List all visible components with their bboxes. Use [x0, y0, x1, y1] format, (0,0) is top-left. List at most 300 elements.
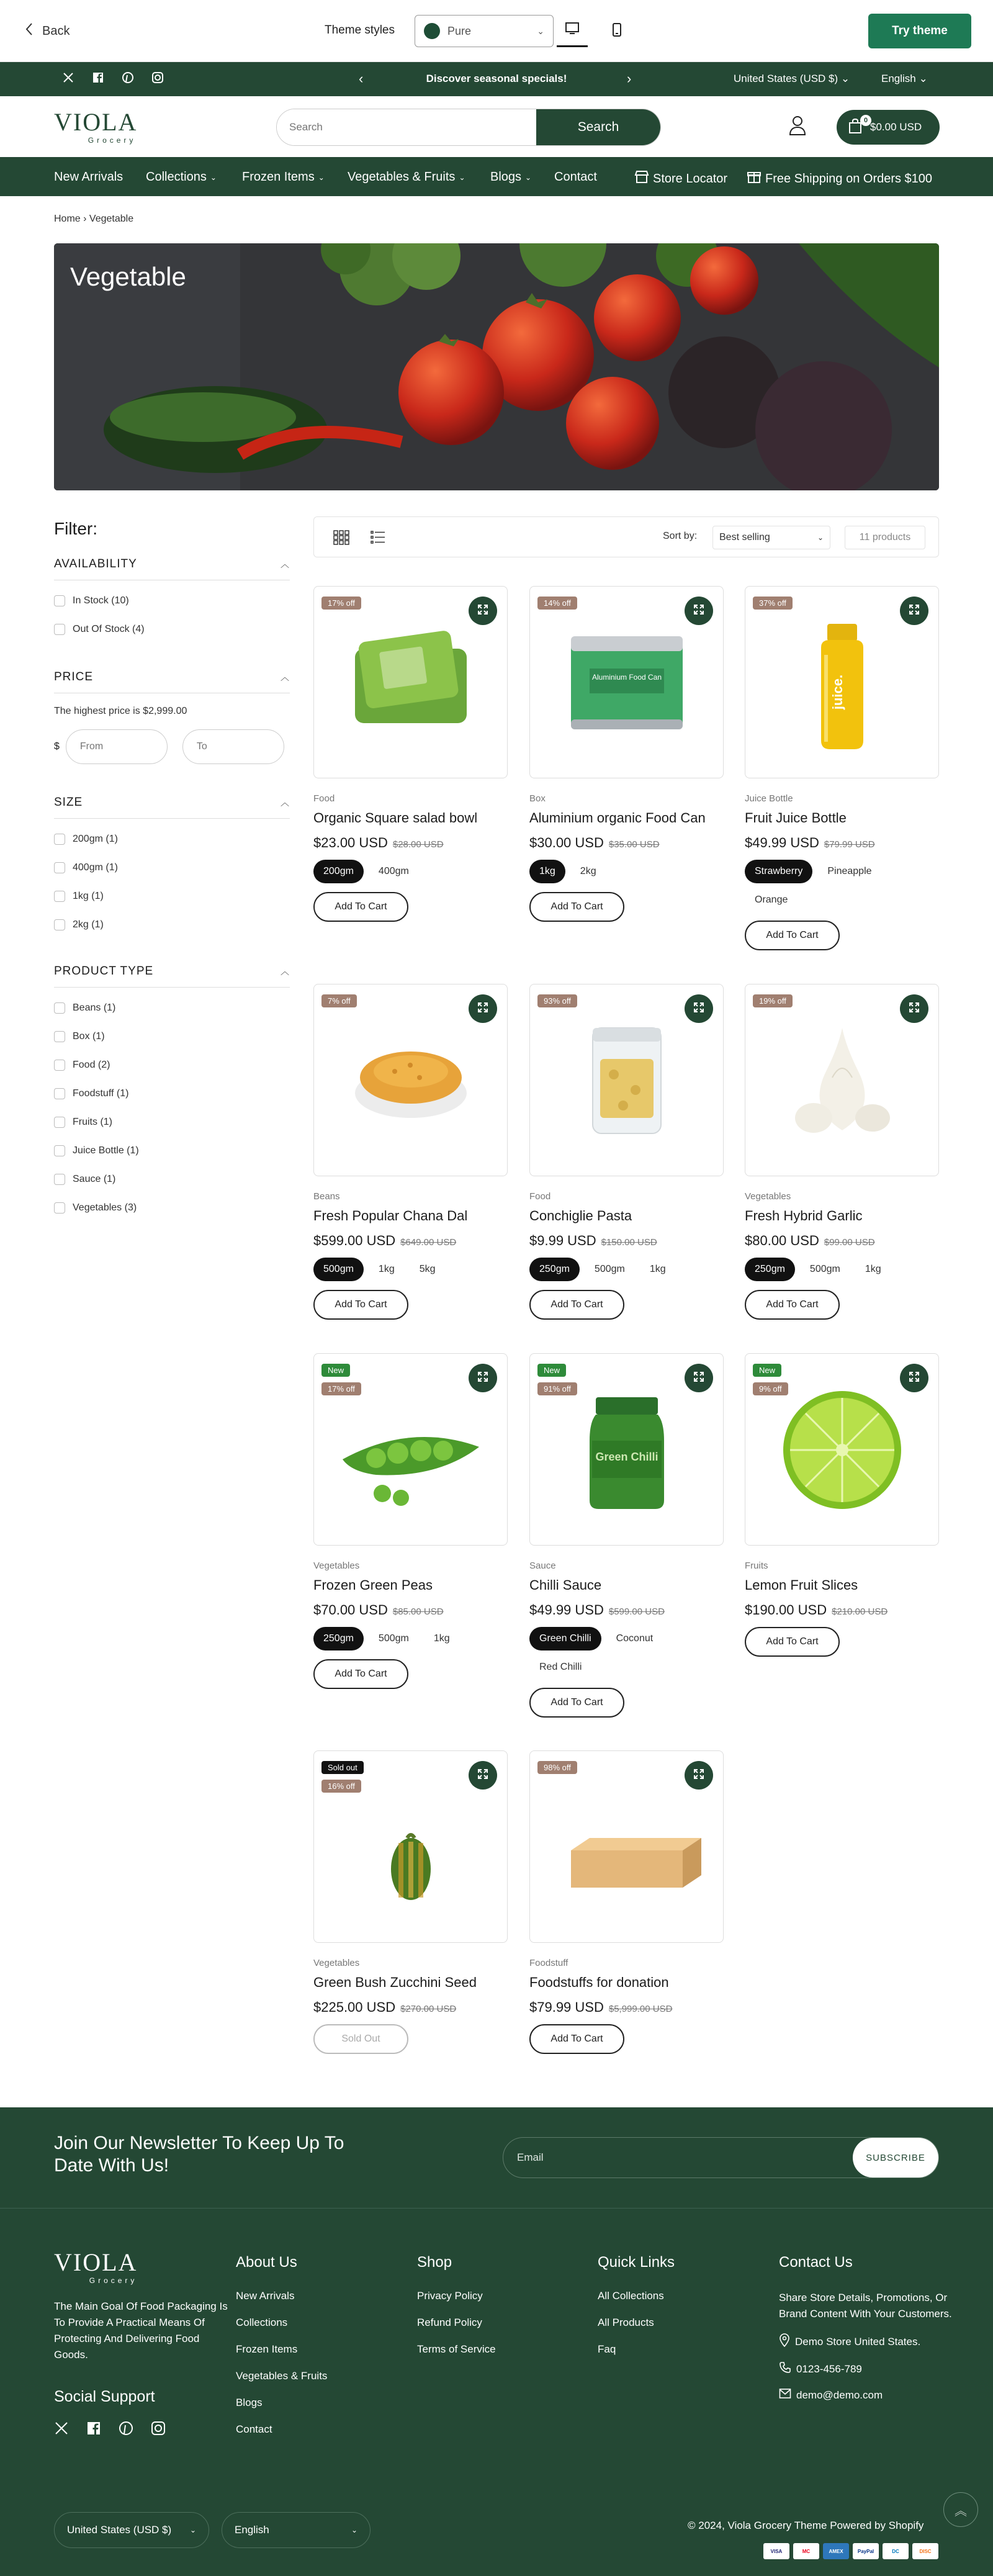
product-category: Fruits: [745, 1560, 768, 1571]
discount-badge: 93% off: [537, 994, 577, 1007]
add-to-cart-button[interactable]: Add To Cart: [745, 921, 840, 950]
product-price: $190.00 USD: [745, 1602, 827, 1618]
discover-icon: DISC: [912, 2543, 938, 2559]
product-category: Beans: [313, 1191, 340, 1202]
add-to-cart-button[interactable]: Add To Cart: [529, 1290, 624, 1320]
discount-badge: 37% off: [753, 597, 793, 610]
discount-badge: 98% off: [537, 1761, 577, 1774]
footer-link-faq[interactable]: Faq: [598, 2343, 616, 2355]
checkbox[interactable]: [54, 1117, 65, 1128]
collection-banner: [54, 243, 939, 490]
price-from-input[interactable]: [66, 729, 168, 764]
variant-option[interactable]: Pineapple: [817, 860, 881, 883]
color-swatch-icon: [424, 23, 440, 39]
discount-badge: 9% off: [753, 1382, 788, 1395]
footer-link-frozen-items[interactable]: Frozen Items: [236, 2343, 298, 2355]
variant-option[interactable]: 250gm: [745, 1258, 795, 1281]
filter-product-type-toggle[interactable]: PRODUCT TYPE ︿: [54, 965, 290, 988]
collection-title: Vegetable: [70, 262, 186, 291]
grid-view-icon[interactable]: [333, 529, 350, 549]
desktop-icon: [565, 22, 580, 38]
filter-option-box[interactable]: Box (1): [54, 1022, 290, 1051]
chevron-down-icon: ⌄: [459, 173, 465, 182]
expand-icon: [693, 1768, 705, 1783]
variant-option[interactable]: 200gm: [313, 860, 364, 883]
product-compare-price: $270.00 USD: [400, 2004, 457, 2014]
product-price: $30.00 USD: [529, 835, 604, 850]
filter-price-toggle[interactable]: PRICE ︿: [54, 670, 290, 693]
sort-select[interactable]: Best selling ⌄: [712, 526, 830, 549]
checkbox[interactable]: [54, 919, 65, 930]
product-category: Vegetables: [313, 1560, 360, 1571]
theme-preview-bar: [0, 0, 993, 62]
product-compare-price: $599.00 USD: [608, 1606, 665, 1617]
footer-shop-column: [417, 2254, 496, 2370]
footer-divider: [0, 2208, 993, 2209]
checkbox[interactable]: [54, 1031, 65, 1042]
announcement-bar: [0, 62, 993, 96]
mobile-icon: [612, 22, 622, 40]
x-twitter-icon[interactable]: [54, 2421, 69, 2439]
variant-option[interactable]: 1kg: [640, 1258, 676, 1281]
product-compare-price: $79.99 USD: [824, 839, 875, 850]
checkbox[interactable]: [54, 891, 65, 902]
add-to-cart-button[interactable]: Add To Cart: [529, 892, 624, 922]
quick-view-button[interactable]: [685, 994, 713, 1023]
product-compare-price: $99.00 USD: [824, 1237, 875, 1248]
footer-link-contact[interactable]: Contact: [236, 2423, 272, 2435]
filter-option-fruits[interactable]: Fruits (1): [54, 1108, 290, 1137]
checkbox[interactable]: [54, 834, 65, 845]
filter-availability-toggle[interactable]: AVAILABILITY ︿: [54, 557, 290, 580]
subscribe-button[interactable]: SUBSCRIBE: [853, 2138, 938, 2177]
variant-options: [313, 1258, 508, 1281]
announcement-message: Discover seasonal specials!: [426, 73, 567, 84]
chevron-up-icon: ︿: [281, 966, 290, 976]
product-category: Sauce: [529, 1560, 556, 1571]
chevron-right-icon: ›: [83, 214, 89, 224]
back-to-top-button[interactable]: [943, 2492, 978, 2527]
product-title[interactable]: Organic Square salad bowl: [313, 810, 478, 826]
chevron-down-icon: ⌄: [919, 73, 928, 84]
add-to-cart-button[interactable]: Add To Cart: [313, 1290, 408, 1320]
expand-icon: [477, 603, 489, 619]
expand-icon: [477, 1371, 489, 1386]
variant-option[interactable]: 500gm: [369, 1627, 419, 1651]
product-price: $23.00 USD: [313, 835, 388, 850]
chevron-down-icon: ⌄: [537, 25, 544, 36]
announcement-next-icon[interactable]: ›: [627, 71, 632, 86]
location-pin-icon: [779, 2333, 790, 2350]
expand-icon: [908, 603, 920, 619]
desktop-view-button[interactable]: [557, 15, 588, 47]
product-card: [745, 984, 939, 1320]
filter-size: [54, 796, 290, 939]
filter-option-in-stock[interactable]: In Stock (10): [54, 587, 290, 615]
footer-link-refund-policy[interactable]: Refund Policy: [417, 2317, 482, 2328]
variant-option[interactable]: Green Chilli: [529, 1627, 601, 1651]
quick-view-button[interactable]: [900, 1364, 928, 1392]
variant-option[interactable]: 250gm: [313, 1627, 364, 1651]
product-image-frame[interactable]: [313, 586, 508, 778]
variant-options: [745, 1258, 939, 1281]
variant-options: [529, 1627, 724, 1679]
new-badge: New: [753, 1364, 781, 1377]
variant-option[interactable]: 400gm: [369, 860, 419, 883]
sold-out-badge: Sold out: [321, 1761, 364, 1774]
new-badge: New: [321, 1364, 350, 1377]
add-to-cart-button[interactable]: Add To Cart: [745, 1627, 840, 1657]
chevron-down-icon: ⌄: [840, 73, 850, 84]
footer-shop-heading: Shop: [417, 2254, 452, 2271]
variant-option[interactable]: 2kg: [570, 860, 606, 883]
filter-option-400gm[interactable]: 400gm (1): [54, 853, 290, 882]
footer-link-terms[interactable]: Terms of Service: [417, 2343, 496, 2355]
variant-options: [313, 860, 508, 883]
footer-social-links: [54, 2421, 166, 2439]
product-category: Box: [529, 793, 546, 804]
mastercard-icon: MC: [793, 2543, 819, 2559]
chevron-down-icon: ⌄: [351, 2526, 357, 2534]
variant-options: [529, 1258, 724, 1281]
newsletter-email-field[interactable]: [503, 2137, 939, 2178]
product-category: Foodstuff: [529, 1958, 568, 1968]
chevron-down-icon: ⌄: [189, 2526, 196, 2534]
quick-view-button[interactable]: [469, 994, 497, 1023]
social-support-heading: Social Support: [54, 2388, 155, 2405]
payment-icons: [763, 2543, 938, 2559]
variant-option[interactable]: Coconut: [606, 1627, 663, 1651]
product-title[interactable]: Frozen Green Peas: [313, 1577, 433, 1593]
discount-badge: 7% off: [321, 994, 357, 1007]
can-label-text: Aluminium Food Can: [591, 673, 662, 682]
product-card: [745, 586, 939, 950]
product-compare-price: $28.00 USD: [392, 839, 444, 850]
quick-view-button[interactable]: [900, 597, 928, 625]
discount-badge: 14% off: [537, 597, 577, 610]
footer-contact-column: [779, 2254, 953, 2402]
facebook-icon[interactable]: [92, 71, 104, 87]
product-image-frame[interactable]: [313, 1353, 508, 1546]
filter-availability: [54, 557, 290, 644]
nav-item-new-arrivals[interactable]: New Arrivals: [54, 170, 124, 184]
search-input[interactable]: [277, 109, 536, 145]
expand-icon: [908, 1001, 920, 1017]
footer-logo[interactable]: VIOLA Grocery: [54, 2248, 138, 2285]
product-image-frame[interactable]: [529, 1353, 724, 1546]
product-compare-price: $210.00 USD: [832, 1606, 888, 1617]
vegetable-banner-image: [54, 243, 939, 490]
variant-option[interactable]: 500gm: [585, 1258, 635, 1281]
quick-view-button[interactable]: [685, 597, 713, 625]
discount-badge: 19% off: [753, 994, 793, 1007]
chevron-down-icon: ⌄: [210, 173, 217, 182]
checkbox[interactable]: [54, 1088, 65, 1099]
variant-option[interactable]: 500gm: [313, 1258, 364, 1281]
footer-link-all-products[interactable]: All Products: [598, 2317, 654, 2328]
chevron-left-icon: [25, 22, 34, 40]
diners-club-icon: DC: [883, 2543, 909, 2559]
chevron-up-icon: ︿: [281, 672, 290, 682]
theme-styles-label: Theme styles: [325, 24, 395, 37]
product-count: 11 products: [845, 526, 925, 549]
footer-link-vegetables-fruits[interactable]: Vegetables & Fruits: [236, 2370, 328, 2382]
product-title[interactable]: Green Bush Zucchini Seed: [313, 1975, 477, 1990]
try-theme-button[interactable]: Try theme: [868, 14, 971, 48]
filter-option-out-of-stock[interactable]: Out Of Stock (4): [54, 615, 290, 644]
product-title[interactable]: Conchiglie Pasta: [529, 1208, 632, 1223]
add-to-cart-button[interactable]: Add To Cart: [529, 2024, 624, 2054]
nav-item-contact[interactable]: Contact: [554, 170, 597, 184]
announcement-social-links: [62, 71, 164, 87]
product-price: $225.00 USD: [313, 1999, 396, 2015]
product-card: [313, 984, 508, 1320]
product-compare-price: $35.00 USD: [608, 839, 660, 850]
search-bar: [276, 109, 661, 146]
facebook-icon[interactable]: [86, 2421, 101, 2439]
chevron-down-icon: ⌄: [525, 173, 532, 182]
variant-option[interactable]: 500gm: [800, 1258, 850, 1281]
announcement-prev-icon[interactable]: ‹: [359, 71, 364, 86]
copyright-text: © 2024, Viola Grocery Theme Powered by Shopify: [688, 2520, 924, 2531]
double-chevron-up-icon: ︽: [955, 2504, 967, 2518]
theme-style-select[interactable]: Pure ⌄: [415, 15, 554, 47]
footer-quick-links-column: [598, 2254, 675, 2370]
pinterest-icon[interactable]: [122, 71, 134, 87]
filter-option-food[interactable]: Food (2): [54, 1051, 290, 1079]
product-title[interactable]: Chilli Sauce: [529, 1577, 602, 1593]
product-price: $599.00 USD: [313, 1233, 396, 1248]
variant-options: [529, 860, 724, 883]
variant-option[interactable]: 1kg: [424, 1627, 460, 1651]
discount-badge: 17% off: [321, 597, 361, 610]
variant-option[interactable]: 1kg: [855, 1258, 891, 1281]
nav-item-frozen-items[interactable]: Frozen Items ⌄: [242, 170, 325, 184]
variant-option[interactable]: Red Chilli: [529, 1655, 591, 1679]
store-locator-link[interactable]: Store Locator: [634, 170, 727, 187]
add-to-cart-button[interactable]: Add To Cart: [529, 1688, 624, 1718]
product-title[interactable]: Aluminium organic Food Can: [529, 810, 706, 826]
product-price: $49.99 USD: [745, 835, 819, 850]
quick-view-button[interactable]: [469, 1364, 497, 1392]
x-twitter-icon[interactable]: [62, 71, 74, 87]
jar-label-text: Green Chilli: [595, 1451, 658, 1463]
nav-item-vegetables-fruits[interactable]: Vegetables & Fruits ⌄: [348, 170, 465, 184]
checkbox[interactable]: [54, 862, 65, 873]
product-image-frame[interactable]: [313, 984, 508, 1176]
footer-country-selector[interactable]: United States (USD $) ⌄: [54, 2512, 209, 2548]
footer-link-new-arrivals[interactable]: New Arrivals: [236, 2290, 295, 2302]
product-card: [529, 984, 724, 1320]
chevron-down-icon: ⌄: [318, 173, 325, 182]
product-image-frame[interactable]: [529, 1750, 724, 1943]
quick-view-button[interactable]: [900, 994, 928, 1023]
expand-icon: [477, 1768, 489, 1783]
footer-language-selector[interactable]: English ⌄: [222, 2512, 371, 2548]
product-card: [745, 1353, 939, 1657]
newsletter-heading: Join Our Newsletter To Keep Up To Date With Us!: [54, 2133, 344, 2176]
expand-icon: [908, 1371, 920, 1386]
footer-contact-heading: Contact Us: [779, 2254, 853, 2271]
product-image-frame[interactable]: [529, 984, 724, 1176]
back-button[interactable]: Back: [25, 22, 70, 40]
product-card: [529, 1750, 724, 2054]
footer-about-heading: About Us: [236, 2254, 297, 2271]
variant-option[interactable]: 1kg: [369, 1258, 405, 1281]
variant-option[interactable]: Orange: [745, 888, 798, 912]
checkbox[interactable]: [54, 1174, 65, 1185]
product-price: $9.99 USD: [529, 1233, 596, 1248]
product-card: [529, 1353, 724, 1718]
product-image-frame[interactable]: [745, 984, 939, 1176]
chevron-up-icon: ︿: [281, 798, 290, 808]
sort-label: Sort by:: [663, 531, 698, 541]
currency-symbol: $: [54, 741, 60, 752]
product-category: Vegetables: [745, 1191, 791, 1202]
footer-description: The Main Goal Of Food Packaging Is To Provide A Practical Means Of Protecting And Delivering Food Goods.: [54, 2300, 228, 2361]
product-compare-price: $5,999.00 USD: [608, 2004, 673, 2014]
checkbox[interactable]: [54, 1060, 65, 1071]
product-title[interactable]: Fresh Popular Chana Dal: [313, 1208, 468, 1223]
add-to-cart-button[interactable]: Add To Cart: [313, 892, 408, 922]
product-category: Food: [313, 793, 335, 804]
quick-view-button[interactable]: [685, 1761, 713, 1790]
product-image-frame[interactable]: [745, 1353, 939, 1546]
filter-option-beans[interactable]: Beans (1): [54, 994, 290, 1022]
footer-email[interactable]: demo@demo.com: [779, 2388, 953, 2402]
checkbox[interactable]: [54, 1202, 65, 1214]
expand-icon: [693, 1001, 705, 1017]
variant-option[interactable]: 1kg: [529, 860, 565, 883]
product-compare-price: $150.00 USD: [601, 1237, 657, 1248]
free-shipping-link[interactable]: Free Shipping on Orders $100: [747, 170, 932, 187]
product-image-frame[interactable]: [529, 586, 724, 778]
product-card: [313, 1353, 508, 1689]
cart-count-badge: 0: [860, 115, 871, 126]
mail-icon: [779, 2388, 791, 2402]
product-category: Food: [529, 1191, 551, 1202]
footer-address: Demo Store United States.: [779, 2333, 953, 2350]
instagram-icon[interactable]: [151, 2421, 166, 2439]
footer-link-blogs[interactable]: Blogs: [236, 2397, 263, 2408]
nav-item-blogs[interactable]: Blogs ⌄: [490, 170, 532, 184]
newsletter-section: [0, 2107, 993, 2207]
country-selector[interactable]: United States (USD $) ⌄: [734, 73, 850, 84]
visa-icon: VISA: [763, 2543, 789, 2559]
product-title[interactable]: Fresh Hybrid Garlic: [745, 1208, 863, 1223]
product-category: Juice Bottle: [745, 793, 793, 804]
filter-price: [54, 670, 290, 764]
quick-view-button[interactable]: [469, 1761, 497, 1790]
add-to-cart-button[interactable]: Add To Cart: [745, 1290, 840, 1320]
discount-badge: 91% off: [537, 1382, 577, 1395]
product-image-frame[interactable]: [313, 1750, 508, 1943]
variant-option[interactable]: 250gm: [529, 1258, 580, 1281]
price-to-input[interactable]: [182, 729, 284, 764]
add-to-cart-button[interactable]: Add To Cart: [313, 1659, 408, 1689]
sold-out-button[interactable]: Sold Out: [313, 2024, 408, 2054]
quick-view-button[interactable]: [469, 597, 497, 625]
product-price: $70.00 USD: [313, 1602, 388, 1618]
variant-options: [313, 1627, 508, 1651]
filter-option-foodstuff[interactable]: Foodstuff (1): [54, 1079, 290, 1108]
footer-about-column: [236, 2254, 327, 2450]
filter-option-sauce[interactable]: Sauce (1): [54, 1165, 290, 1194]
variant-option[interactable]: Strawberry: [745, 860, 812, 883]
product-price: $80.00 USD: [745, 1233, 819, 1248]
phone-icon: [779, 2361, 791, 2377]
list-view-icon[interactable]: [370, 529, 386, 549]
cart-total: $0.00 USD: [870, 121, 922, 133]
product-title[interactable]: Foodstuffs for donation: [529, 1975, 669, 1990]
product-category: Vegetables: [313, 1958, 360, 1968]
footer-quick-links-heading: Quick Links: [598, 2254, 675, 2271]
email-placeholder: Email: [517, 2151, 544, 2163]
quick-view-button[interactable]: [685, 1364, 713, 1392]
variant-options: [745, 860, 939, 912]
new-badge: New: [537, 1364, 566, 1377]
search-button[interactable]: Search: [536, 109, 660, 145]
filter-option-1kg[interactable]: 1kg (1): [54, 882, 290, 911]
checkbox[interactable]: [54, 1002, 65, 1014]
product-card: [313, 1750, 508, 2054]
nav-item-collections[interactable]: Collections ⌄: [146, 170, 217, 184]
filter-heading: Filter:: [54, 519, 97, 538]
footer-link-collections[interactable]: Collections: [236, 2317, 288, 2328]
store-logo[interactable]: VIOLA Grocery: [54, 108, 138, 145]
filter-option-2kg[interactable]: 2kg (1): [54, 911, 290, 939]
cart-button[interactable]: [837, 110, 940, 145]
filter-option-vegetables[interactable]: Vegetables (3): [54, 1194, 290, 1222]
product-image-frame[interactable]: [745, 586, 939, 778]
gift-icon: [747, 170, 762, 187]
breadcrumb: [54, 214, 133, 225]
expand-icon: [477, 1001, 489, 1017]
product-price: $49.99 USD: [529, 1602, 604, 1618]
variant-option[interactable]: 5kg: [410, 1258, 446, 1281]
checkbox[interactable]: [54, 1145, 65, 1156]
filter-option-juice-bottle[interactable]: Juice Bottle (1): [54, 1137, 290, 1165]
chevron-up-icon: ︿: [281, 559, 290, 569]
filter-size-toggle[interactable]: SIZE ︿: [54, 796, 290, 819]
product-title[interactable]: Lemon Fruit Slices: [745, 1577, 858, 1593]
price-note: The highest price is $2,999.00: [54, 706, 187, 716]
footer-link-privacy-policy[interactable]: Privacy Policy: [417, 2290, 483, 2302]
mobile-view-button[interactable]: [601, 15, 632, 47]
filter-option-200gm[interactable]: 200gm (1): [54, 825, 290, 853]
user-icon: [788, 128, 807, 138]
product-title[interactable]: Fruit Juice Bottle: [745, 810, 847, 826]
site-header: [0, 96, 993, 157]
checkbox[interactable]: [54, 624, 65, 635]
main-navigation: [0, 157, 993, 196]
site-footer: [0, 2207, 993, 2576]
footer-contact-description: Share Store Details, Promotions, Or Brand Content With Your Customers.: [779, 2292, 952, 2320]
footer-phone[interactable]: 0123-456-789: [779, 2361, 953, 2377]
amex-icon: AMEX: [823, 2543, 849, 2559]
pinterest-icon[interactable]: [119, 2421, 133, 2439]
expand-icon: [693, 1371, 705, 1386]
product-compare-price: $649.00 USD: [400, 1237, 457, 1248]
instagram-icon[interactable]: [151, 71, 164, 87]
account-button[interactable]: [788, 115, 807, 139]
expand-icon: [693, 603, 705, 619]
checkbox[interactable]: [54, 595, 65, 606]
breadcrumb-home[interactable]: Home: [54, 214, 81, 224]
product-compare-price: $85.00 USD: [392, 1606, 444, 1617]
footer-link-all-collections[interactable]: All Collections: [598, 2290, 664, 2302]
language-selector[interactable]: English ⌄: [881, 73, 928, 84]
